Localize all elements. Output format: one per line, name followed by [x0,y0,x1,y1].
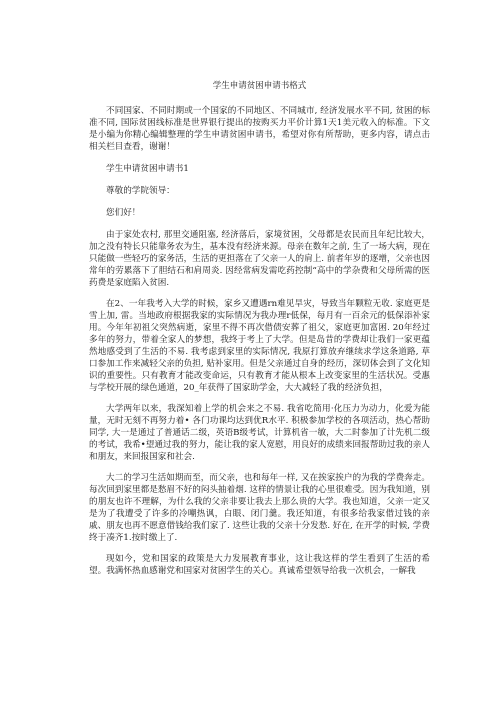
section-heading: 学生申请贫困申请书1 [106,164,189,174]
body-paragraph: 现如今，党和国家的政策是大力发展教育事业，这让我这样的学生看到了生活的希望。我满怀热血感谢党和国家对贫困学生的关心。真诚希望领导给我一次机会，一解我 [89,554,430,576]
greeting-line: 您们好！ [106,208,141,218]
document-title: 学生申请贫困申请书格式 [212,81,307,91]
intro-paragraph: 不同国家、不同时期或一个国家的不同地区、不同城市, 经济发展水平不同, 贫困的标准不同, 国际贫困线标准是世界银行提出的按购买力平价计算1天1美元收入的标准。下文是小编为你精心编辑整理的学生申请贫困申请书，希望对你有所帮助，更多内容，请点击相关栏目查看，谢谢！ [89,106,430,152]
salutation-line: 尊敬的学院领导： [106,186,175,196]
body-paragraph: 大二的学习生活如期而至，而父亲，也和每年一样, 又在挨家挨户的为我的学费奔走。每次回到家里都是愁眉不好的闷头抽着烟. 这样的情景让我的心里很难受。因为我知道，别的朋友也许不理解，为什么我的父亲非要让我去上那么贵的大学。我也知道，父亲一定又是为了我遭受了许多的冷嘲热讽，白眼、闭门羹。我还知道，有很多给我家借过钱的亲戚、朋友也再不愿意借钱给我们家了. 这些让我的父亲十分发愁. 好在, 在开学的时候, 学费终于凑齐1.按时缴上了. [89,473,430,543]
body-paragraph: 在2、一年我考入大学的时候，家乡又遭遇rn难见旱灾，导致当年颗粒无收. 家庭更是雪上加, 雷。当地政府根据我家的实际情况为我办理r低保，每月有一百余元的低保添补家用。今年年初祖父突然病逝，家里不得不再次借债安葬了祖父，家庭更加富困. 20年经过多年的努力，带着全家人的梦想，我终于考上了大学。但是岛昔的学费却让我们一家更蕴然地感受到了生活的不易. 我考虑到家里的实际情况, 我原打算放弃继续求学这条道路, 草口参加工作来减轻父亲的负担, 贴补家用。但是父亲通过自身的经历，深切体会到了文化知识的重要性。只有教育才能改变命运，只有教育才能从根本上改变家里的生活状况。受惠与学校开展的绿色通道，20_年获得了国家助学金，大大减轻了我的经济负担， [89,299,430,393]
body-paragraph: 大学两年以来，我深知着上学的机会来之不易. 我省吃简用·化压力为动力，化爱为能量，无时无刻不再努力着• 各门功课均达到优R水平. 积极参加学校的各项活动，热心帮助同学, 大一是通过了普通话二级，英语B级考试，计算机省一敏，大二时参加了计先机二级的考试，我希•望通过我的努力，能让我的家人宽慰，用良好的成绩来回报帮助过我的亲人和朋友，来回报国家和社会. [89,404,430,462]
body-paragraph: 由于家处农村, 那里交通阻塞, 经济落后，家境贫困，父母都是农民而且年纪比较大，加之没有特长只能靠务农为生，基本没有经济来源。母亲在数年之前, 生了一场大病，现在只能做一些轻巧的家务活，生活的更担落在了父亲一人的肩上. 前者年岁的逐增，父亲也因常年的劳累落下了胆结石和肩周炎. 因经常病发需吃药控制“高中的学杂费和父母所需的医药费是家庭陷入贫困. [89,230,430,288]
